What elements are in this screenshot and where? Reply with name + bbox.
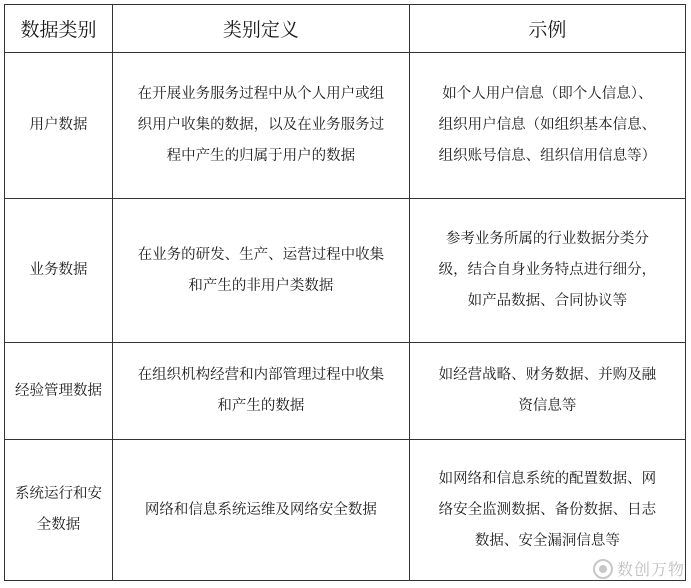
example-line: 参考业务所属的行业数据分类分 [445, 231, 649, 247]
table-row [5, 199, 686, 343]
header-example: 示例 [409, 5, 685, 53]
category-text: 业务数据 [29, 262, 88, 278]
example-line: 络安全监测数据、备份数据、日志 [438, 501, 657, 518]
definition-line: 在组织机构经营和内部管理过程中收集 [137, 367, 385, 383]
header-category: 数据类别 [5, 5, 113, 53]
example-line: 如经营战略、财务数据、并购及融 [438, 367, 657, 383]
category-text: 用户数据 [29, 117, 88, 133]
table-row [5, 440, 686, 581]
cell-definition [112, 53, 409, 199]
wechat-logo-icon [593, 559, 613, 579]
cell-category [5, 440, 113, 581]
example-line: 级，结合自身业务特点进行细分， [438, 262, 657, 278]
watermark-text: 数创万物 [616, 560, 685, 579]
example-line: 如网络和信息系统的配置数据、网 [438, 470, 657, 487]
cell-category [5, 53, 113, 199]
example-line: 组织账号信息、组织信用信息等） [438, 148, 657, 164]
cell-definition [112, 440, 409, 581]
definition-line: 程中产生的归属于用户的数据 [166, 148, 356, 164]
definition-line: 在开展业务服务过程中从个人用户或组 [137, 86, 385, 102]
cell-category [5, 343, 113, 440]
example-line: 组织用户信息（如组织基本信息、 [438, 117, 657, 133]
cell-category [5, 199, 113, 343]
example-line: 如个人用户信息（即个人信息）、 [442, 86, 653, 102]
definition-line: 在业务的研发、生产、运营过程中收集 [137, 246, 385, 263]
category-text: 经验管理数据 [14, 382, 102, 399]
example-line: 数据、安全漏洞信息等 [474, 532, 620, 549]
watermark [593, 557, 685, 580]
category-line: 系统运行和安 [14, 486, 102, 502]
cell-definition [112, 199, 409, 343]
definition-line: 织用户收集的数据，以及在业务服务过 [137, 117, 385, 133]
definition-line: 网络和信息系统运维及网络安全数据 [144, 501, 377, 518]
definition-line: 和产生的数据 [217, 398, 305, 414]
category-line: 全数据 [36, 517, 81, 533]
data-classification-table [4, 4, 686, 581]
header-definition: 类别定义 [112, 5, 409, 53]
definition-line: 和产生的非用户类数据 [188, 277, 334, 294]
table-row [5, 343, 686, 440]
header-row [5, 5, 686, 53]
cell-example [409, 343, 685, 440]
cell-example [409, 53, 685, 199]
cell-definition [112, 343, 409, 440]
example-line: 资信息等 [518, 398, 577, 414]
table-row [5, 53, 686, 199]
example-line: 如产品数据、合同协议等 [467, 293, 628, 309]
cell-example [409, 199, 685, 343]
